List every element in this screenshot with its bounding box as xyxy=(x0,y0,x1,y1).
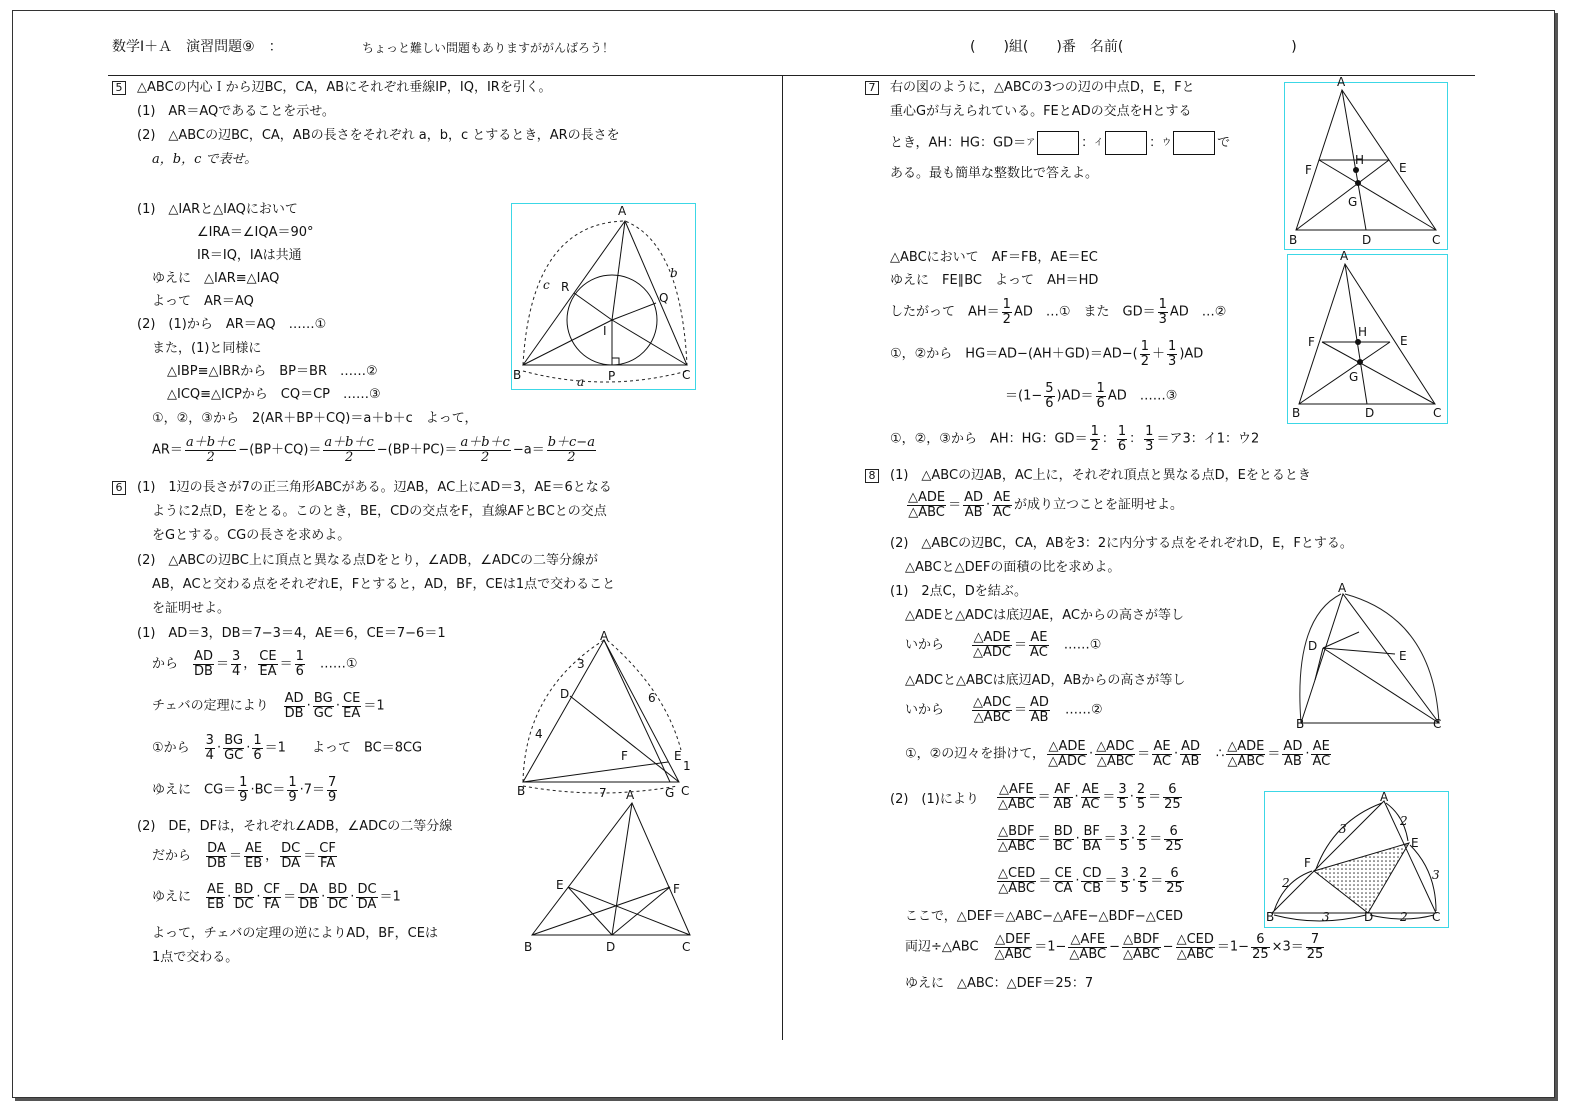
p7-sol-line: ゆえに FE∥BC よって AH＝HD xyxy=(890,273,1099,288)
p8-sol-line: ①，②の辺々を掛けて， △ADE △ADC · △ADC △ABC ＝ $\frac{AE}{AC}$ · $\frac{AD}{AB}$ ∴ △ADE △ABC ＝ $\frac{AD}{AB}$ · $\frac{AE}{AC}$ xyxy=(905,739,1331,769)
p5-sol-line: ∠IRA＝∠IQA＝90° xyxy=(197,225,314,240)
p8-sol-line: (1) 2点C，Dを結ぶ。 xyxy=(890,584,1028,599)
p5-sol-line: ①，②，③から 2(AR＋BP＋CQ)＝a＋b＋c よって， xyxy=(152,411,478,426)
svg-text:2: 2 xyxy=(1282,876,1290,890)
header-rule xyxy=(108,75,1475,76)
p8-sol-line: 両辺÷△ABC △DEF △ABC ＝1− △AFE △ABC − △BDF △ABC − △CED △ABC ＝1− $\frac{6}{25}$ ×3＝ $\frac{7}{25}$ xyxy=(905,932,1324,962)
p6-sol-line: ①から $\frac{3}{4}$ · $\frac{BG}{GC}$ · $\frac{1}{6}$ ＝1 よって BC＝8CG xyxy=(152,733,423,763)
p6-sol-line: 1点で交わる。 xyxy=(152,950,239,965)
svg-text:A: A xyxy=(618,204,627,218)
p5-sol-line: IR＝IQ，IAは共通 xyxy=(197,248,302,263)
svg-text:E: E xyxy=(1411,836,1419,850)
svg-text:B: B xyxy=(1296,717,1305,731)
answer-box-a[interactable] xyxy=(1037,131,1079,155)
p7-sol-line: ①，②から HG＝AD−(AH＋GD)＝AD−( $\frac{1}{2}$ ＋ $\frac{1}{3}$ )AD xyxy=(890,339,1204,369)
worksheet-title: 数学Ⅰ＋Ａ 演習問題⑨ ： xyxy=(112,39,283,55)
p7-statement: ある。最も簡単な整数比で答えよ。 xyxy=(890,166,1099,181)
answer-box-u[interactable] xyxy=(1173,131,1215,155)
p7-sol-line: したがって AH＝ $\frac{1}{2}$ AD …① また GD＝ $\frac{1}{3}$ AD …② xyxy=(890,297,1227,327)
svg-text:I: I xyxy=(603,324,607,338)
svg-text:E: E xyxy=(556,878,564,892)
p7-solution-figure xyxy=(1287,249,1447,424)
p6-statement: (2) △ABCの辺BC上に頂点と異なる点Dをとり，∠ADB，∠ADCの二等分線が xyxy=(137,553,598,568)
problem-number: 7 xyxy=(865,81,879,95)
p8-statement: (1) △ABCの辺AB，AC上に，それぞれ頂点と異なる点D，Eをとるとき xyxy=(890,468,1311,483)
svg-text:2: 2 xyxy=(1400,814,1408,828)
p5-sol-line: ゆえに △IAR≡△IAQ xyxy=(152,271,280,286)
svg-text:4: 4 xyxy=(535,727,543,741)
p5-sol-line: よって AR＝AQ xyxy=(152,294,254,309)
answer-box-i[interactable] xyxy=(1105,131,1147,155)
column-divider xyxy=(782,76,783,1040)
p7-statement: とき，AH：HG：GD＝$^ア$ ：$^イ$ ：$^ウ$ で xyxy=(890,131,1230,156)
p5-q1: (1) AR＝AQであることを示せ。 xyxy=(137,104,335,119)
svg-text:B: B xyxy=(517,784,526,798)
svg-text:2: 2 xyxy=(1400,910,1408,924)
p8-sol-line: △BDF △ABC ＝ $\frac{BD}{BC}$ · $\frac{BF}{BA}$ ＝ $\frac{3}{5}$ · $\frac{2}{5}$ ＝ $\frac{6}{25}$ xyxy=(998,824,1182,854)
p5-q2: (2) △ABCの辺BC，CA，ABの長さをそれぞれ a，b，c とするとき，ARの長さを xyxy=(137,128,620,143)
svg-text:G: G xyxy=(1349,370,1359,384)
p6-sol-line: だから $\frac{DA}{DB}$ ＝ $\frac{AE}{EB}$ ， $\frac{DC}{DA}$ ＝ $\frac{CF}{FA}$ xyxy=(152,841,336,871)
worksheet-subtitle: ちょっと難しい問題もありますががんばろう！ xyxy=(362,41,615,55)
svg-text:7: 7 xyxy=(599,786,607,800)
svg-text:A: A xyxy=(1380,790,1389,804)
p5-statement: △ABCの内心Ｉから辺BC，CA，ABにそれぞれ垂線IP，IQ，IRを引く。 xyxy=(137,80,552,95)
svg-text:C: C xyxy=(1433,717,1442,731)
p6-sol-line: (1) AD＝3，DB＝7−3＝4，AE＝6，CE＝7−6＝1 xyxy=(137,626,446,641)
svg-text:D: D xyxy=(1365,406,1375,420)
p6-ceva-figure xyxy=(515,630,695,800)
svg-text:E: E xyxy=(674,749,682,763)
svg-text:F: F xyxy=(621,749,628,763)
svg-text:E: E xyxy=(1399,161,1407,175)
p8-statement: △ABCと△DEFの面積の比を求めよ。 xyxy=(905,560,1121,575)
svg-text:A: A xyxy=(1338,581,1347,595)
p5-q2b: a，b，c で表せ。 xyxy=(152,152,258,167)
p8-sol-line: ゆえに △ABC：△DEF＝25：7 xyxy=(905,976,1094,991)
p5-sol-line: △ICQ≡△ICPから CQ＝CP ……③ xyxy=(167,387,381,402)
p5-sol-line: (2) (1)から AR＝AQ ……① xyxy=(137,317,327,332)
svg-text:c: c xyxy=(543,278,550,292)
p7-sol-line: ＝(1− $\frac{5}{6}$ )AD＝ $\frac{1}{6}$ AD ……③ xyxy=(1005,381,1178,411)
svg-text:C: C xyxy=(682,940,691,954)
p6-statement: を証明せよ。 xyxy=(152,601,231,616)
svg-text:B: B xyxy=(1266,910,1275,924)
svg-text:a: a xyxy=(577,375,585,389)
p7-sol-line: △ABCにおいて AF＝FB，AE＝EC xyxy=(890,250,1098,265)
svg-text:H: H xyxy=(1358,325,1368,339)
svg-text:R: R xyxy=(561,280,570,294)
p6-sol-line: (2) DE，DFは，それぞれ∠ADB，∠ADCの二等分線 xyxy=(137,819,453,834)
svg-text:3: 3 xyxy=(1339,822,1347,836)
p6-statement: ように2点D，Eをとる。このとき，BE，CDの交点をF，直線AFとBCとの交点 xyxy=(152,504,607,519)
svg-text:B: B xyxy=(524,940,533,954)
p8-sol-line: △AFE △ABC ＝ $\frac{AF}{AB}$ · $\frac{AE}{AC}$ ＝ $\frac{3}{5}$ · $\frac{2}{5}$ ＝ $\frac{6}{25}$ xyxy=(998,782,1181,812)
p6-sol-line: チェバの定理により $\frac{AD}{DB}$ · $\frac{BG}{GC}$ · $\frac{CE}{EA}$ ＝1 xyxy=(152,691,385,721)
svg-text:D: D xyxy=(560,687,570,701)
svg-text:G: G xyxy=(665,786,675,800)
problem-number: 5 xyxy=(112,81,126,95)
svg-text:F: F xyxy=(1305,163,1312,177)
name-field[interactable]: ( )組( )番 名前( ) xyxy=(970,39,1297,55)
svg-text:D: D xyxy=(1308,639,1318,653)
p5-incircle-figure xyxy=(511,203,695,389)
svg-text:1: 1 xyxy=(683,759,691,773)
svg-text:A: A xyxy=(1340,249,1349,263)
p5-sol-line: (1) △IARと△IAQにおいて xyxy=(137,202,298,217)
p6-statement: をGとする。CGの長さを求めよ。 xyxy=(152,528,351,543)
p7-centroid-figure xyxy=(1284,75,1448,250)
p6-statement: AB，ACと交わる点をそれぞれE，Fとすると，AD，BF，CEは1点で交わること xyxy=(152,577,616,592)
p8-triangle-def-figure xyxy=(1264,791,1449,927)
svg-text:P: P xyxy=(608,369,616,383)
p7-statement: 右の図のように，△ABCの3つの辺の中点D，E，Fと xyxy=(890,80,1195,95)
svg-text:A: A xyxy=(1337,75,1346,89)
svg-text:A: A xyxy=(600,629,609,643)
svg-text:3: 3 xyxy=(577,657,585,671)
p8-area-figure xyxy=(1293,581,1453,738)
svg-text:Q: Q xyxy=(659,291,669,305)
svg-text:6: 6 xyxy=(648,691,656,705)
svg-text:C: C xyxy=(1432,233,1441,247)
p6-sol-line: ゆえに CG＝ $\frac{1}{9}$ ·BC＝ $\frac{1}{9}$ ·7＝ $\frac{7}{9}$ xyxy=(152,775,337,805)
p8-sol-line: △ADCと△ABCは底辺AD，ABからの高さが等し xyxy=(905,673,1186,688)
svg-text:E: E xyxy=(1399,649,1407,663)
svg-text:C: C xyxy=(682,368,691,382)
svg-text:3: 3 xyxy=(1322,910,1330,924)
p5-sol-line: △IBP≡△IBRから BP＝BR ……② xyxy=(167,364,378,379)
svg-text:D: D xyxy=(1364,910,1374,924)
svg-text:A: A xyxy=(626,788,635,802)
problem-number: 6 xyxy=(112,481,126,495)
svg-text:D: D xyxy=(1362,233,1372,247)
svg-text:3: 3 xyxy=(1432,868,1440,882)
problem-number: 8 xyxy=(865,469,879,483)
svg-text:F: F xyxy=(673,882,680,896)
svg-text:B: B xyxy=(1292,406,1301,420)
svg-text:G: G xyxy=(1348,195,1358,209)
p8-sol-line: △CED △ABC ＝ $\frac{CE}{CA}$ · $\frac{CD}{CB}$ ＝ $\frac{3}{5}$ · $\frac{2}{5}$ ＝ $\frac{6}{25}$ xyxy=(998,866,1183,896)
p8-statement: △ADE △ABC ＝ $\frac{AD}{AB}$ · $\frac{AE}{AC}$ が成り立つことを証明せよ。 xyxy=(908,490,1183,520)
p8-sol-line: △ADEと△ADCは底辺AE，ACからの高さが等し xyxy=(905,608,1184,623)
p8-statement: (2) △ABCの辺BC，CA，ABを3：2に内分する点をそれぞれD，E，Fとする。 xyxy=(890,536,1353,551)
p6-statement: (1) 1辺の長さが7の正三角形ABCがある。辺AB，AC上にAD＝3，AE＝6となる xyxy=(137,480,612,495)
p5-sol-line: また，(1)と同様に xyxy=(152,341,262,356)
p6-bisector-figure xyxy=(520,788,700,960)
svg-text:F: F xyxy=(1308,335,1315,349)
svg-text:F: F xyxy=(1304,856,1311,870)
p6-sol-line: から $\frac{AD}{DB}$ ＝ $\frac{3}{4}$ ， $\frac{CE}{EA}$ ＝ $\frac{1}{6}$ ……① xyxy=(152,649,358,679)
p8-sol-line: ここで，△DEF＝△ABC−△AFE−△BDF−△CED xyxy=(905,909,1184,924)
svg-text:C: C xyxy=(1433,406,1442,420)
p6-sol-line: よって，チェバの定理の逆によりAD，BF，CEは xyxy=(152,926,438,941)
p5-ar-formula: AR＝ $\frac{a+b+c}{2}$ −(BP＋CQ)＝ $\frac{a+b+c}{2}$ −(BP＋PC)＝ $\frac{a+b+c}{2}$ −a＝ $\frac{b+c-a}{2}$ xyxy=(152,435,595,465)
svg-text:E: E xyxy=(1400,334,1408,348)
svg-text:B: B xyxy=(1289,233,1298,247)
svg-text:b: b xyxy=(670,266,678,280)
svg-text:D: D xyxy=(606,940,616,954)
p7-sol-line: ①，②，③から AH：HG：GD＝ $\frac{1}{2}$ ： $\frac{1}{6}$ ： $\frac{1}{3}$ ＝ア3：イ1：ウ2 xyxy=(890,424,1260,454)
svg-text:B: B xyxy=(513,368,522,382)
svg-text:C: C xyxy=(1432,910,1441,924)
p8-sol-line: いから △ADC △ABC ＝ $\frac{AD}{AB}$ ……② xyxy=(905,695,1103,725)
p8-sol-line: いから △ADE △ADC ＝ $\frac{AE}{AC}$ ……① xyxy=(905,630,1102,660)
svg-text:H: H xyxy=(1355,153,1365,167)
p8-sol-line: (2) (1)により xyxy=(890,792,979,807)
svg-text:C: C xyxy=(681,784,690,798)
p6-sol-line: ゆえに $\frac{AE}{EB}$ · $\frac{BD}{DC}$ · $\frac{CF}{FA}$ ＝ $\frac{DA}{DB}$ · $\frac{BD}{DC}$ · $\frac{DC}{DA}$ ＝1 xyxy=(152,882,401,912)
p7-statement: 重心Gが与えられている。FEとADの交点をHとする xyxy=(890,104,1192,119)
